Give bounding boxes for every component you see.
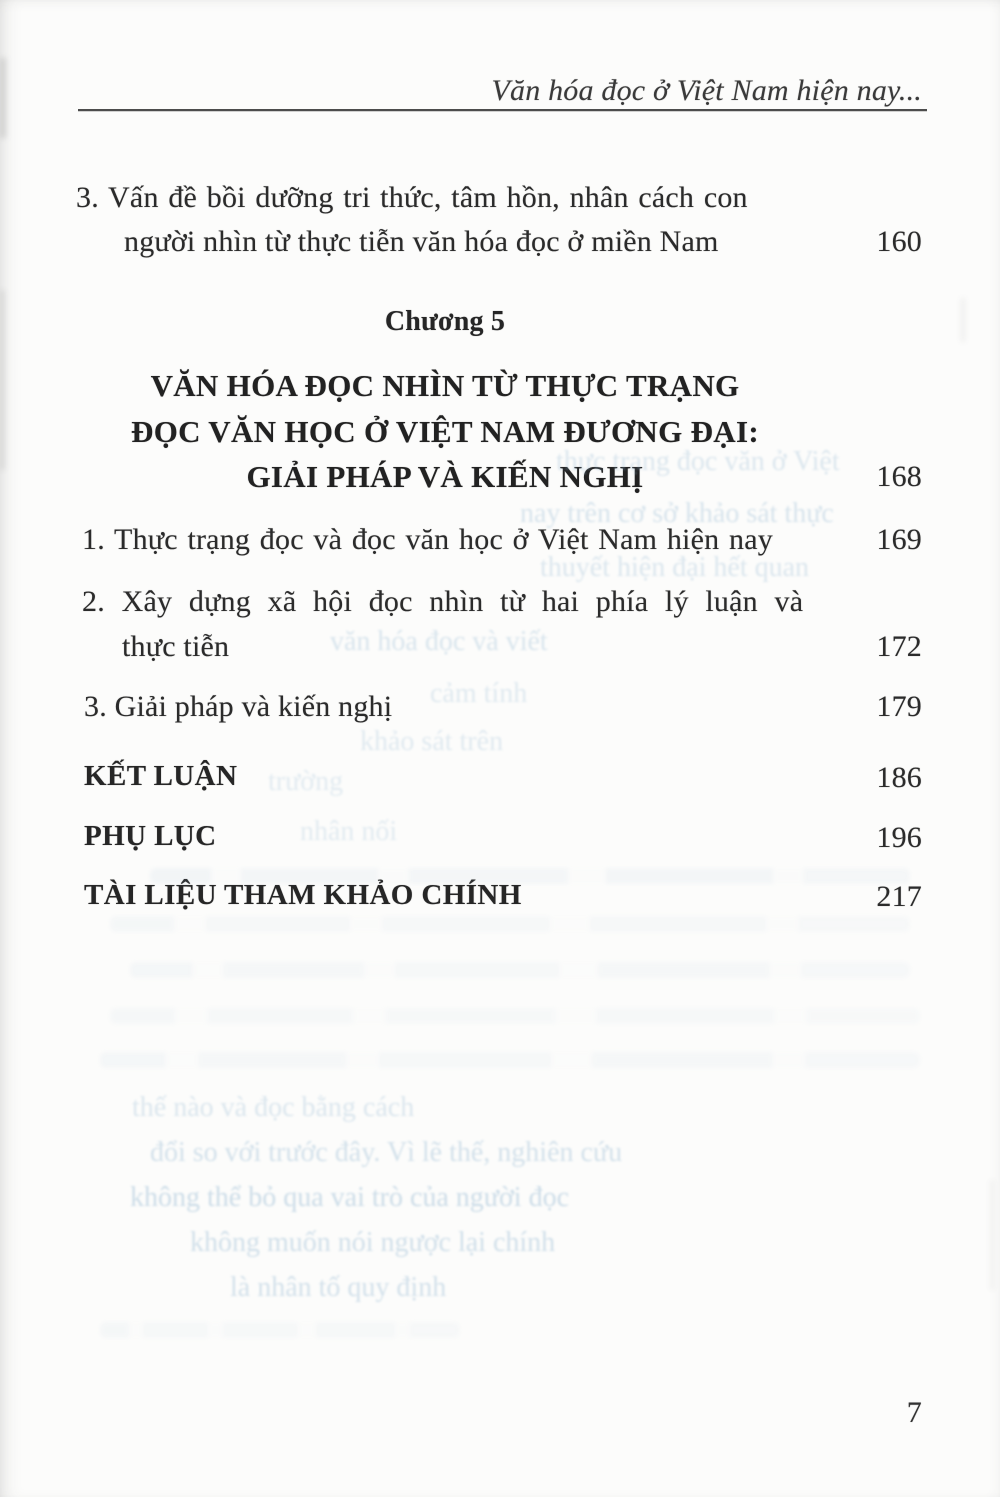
scan-edge-artifact	[0, 58, 6, 138]
chapter-title-line1: VĂN HÓA ĐỌC NHÌN TỪ THỰC TRẠNG	[150, 368, 740, 403]
bleed-through-text-line: thuyết hiện đại hết quan	[540, 552, 810, 583]
toc-entry-1: 1. Thực trạng đọc và đọc văn học ở Việt Nam hiện nay	[82, 523, 773, 556]
scan-edge-artifact	[961, 298, 965, 342]
bleed-through-text-line: đổi so với trước đây. Vì lẽ thế, nghiên cứu	[150, 1137, 623, 1168]
bleed-through-text-line: khảo sát trên	[360, 726, 504, 757]
chapter-title-line2: ĐỌC VĂN HỌC Ở VIỆT NAM ĐƯƠNG ĐẠI:	[131, 414, 759, 449]
toc-entry-carryover-line1: 3. Vấn đề bồi dưỡng tri thức, tâm hồn, nhân cách con	[76, 181, 748, 214]
bleed-through-text-line: trường	[268, 766, 344, 797]
toc-entry-2-line1: 2. Xây dựng xã hội đọc nhìn từ hai phía lý luận và	[82, 585, 804, 618]
bleed-through-text-line: văn hóa đọc và viết	[330, 626, 548, 657]
bleed-through-faint-line	[130, 962, 910, 978]
header-rule-line	[78, 109, 927, 111]
bleed-through-text-line: là nhân tố quy định	[230, 1272, 447, 1303]
toc-page-number: 186	[876, 761, 922, 794]
toc-entry-3: 3. Giải pháp và kiến nghị	[84, 690, 393, 723]
toc-page-number: 196	[876, 821, 922, 854]
bleed-through-text-line: nhân nối	[300, 816, 398, 847]
bleed-through-text-line: thế nào và đọc bằng cách	[132, 1092, 415, 1123]
bleed-through-faint-line	[110, 1008, 920, 1024]
toc-entry-carryover-line2: người nhìn từ thực tiễn văn hóa đọc ở miền Nam	[124, 225, 719, 258]
toc-page-number: 169	[876, 523, 922, 556]
toc-page-number: 168	[876, 460, 922, 493]
bleed-through-faint-line	[110, 916, 910, 932]
toc-page-number: 160	[876, 225, 922, 258]
toc-page-number: 217	[876, 880, 922, 913]
bleed-through-text-line: nay trên cơ sở khảo sát thực	[520, 498, 834, 529]
bleed-through-text-line: không thể bỏ qua vai trò của người đọc	[130, 1182, 569, 1213]
toc-page-number: 172	[876, 630, 922, 663]
bleed-through-text-line: cảm tính	[430, 678, 528, 709]
chapter-label: Chương 5	[384, 306, 506, 337]
toc-backmatter-references: TÀI LIỆU THAM KHẢO CHÍNH	[84, 879, 522, 911]
bleed-through-text-line: không muốn nói ngược lại chính	[190, 1227, 556, 1258]
bleed-through-text-line: thực trạng đọc văn ở Việt	[556, 446, 840, 477]
folio-page-number: 7	[906, 1396, 922, 1429]
scan-edge-artifact	[990, 1180, 994, 1290]
bleed-through-faint-line	[100, 1322, 460, 1338]
toc-entry-2-line2: thực tiễn	[122, 630, 230, 663]
toc-backmatter-appendix: PHỤ LỤC	[84, 820, 217, 852]
toc-backmatter-conclusion: KẾT LUẬN	[84, 760, 238, 792]
running-header-title: Văn hóa đọc ở Việt Nam hiện nay...	[491, 74, 922, 107]
toc-page-number: 179	[876, 690, 922, 723]
chapter-title-line3: GIẢI PHÁP VÀ KIẾN NGHỊ	[246, 459, 644, 494]
bleed-through-faint-line	[100, 1052, 920, 1068]
